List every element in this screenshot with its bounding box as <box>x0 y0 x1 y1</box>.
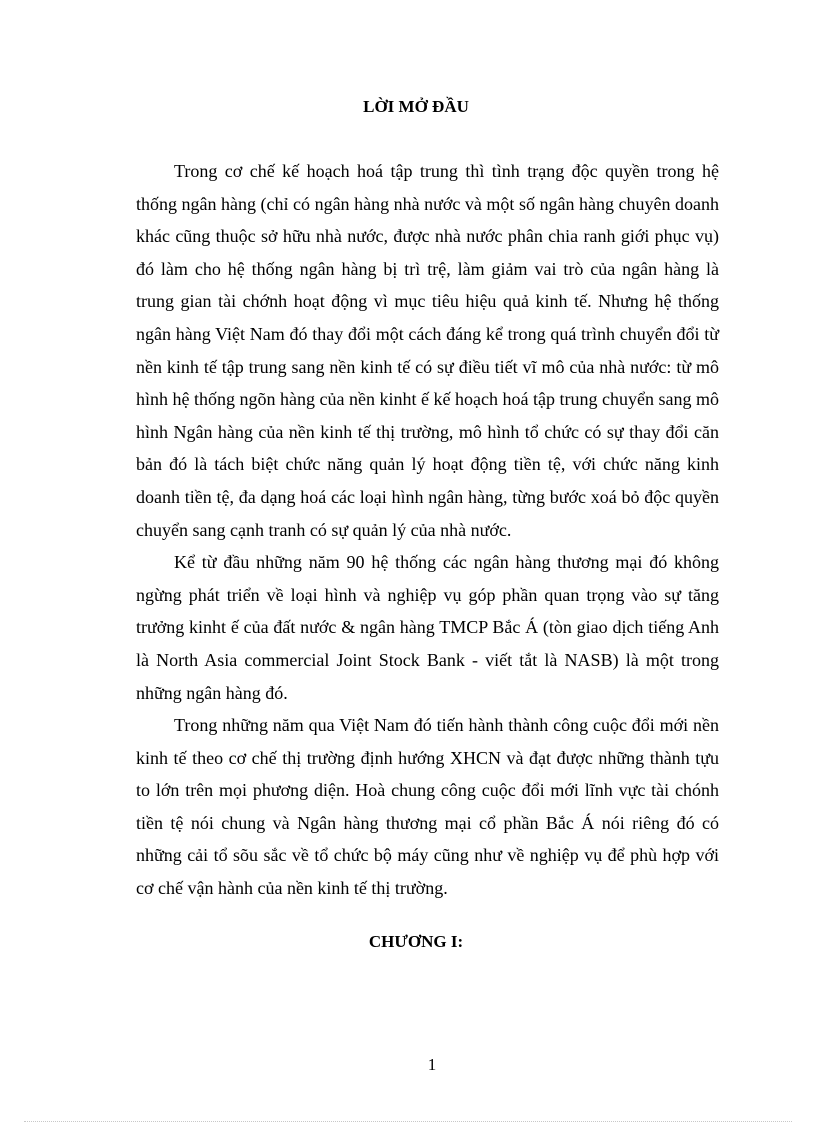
page-edge-divider <box>24 1121 792 1122</box>
paragraph-3: Trong những năm qua Việt Nam đó tiến hành thành công cuộc đổi mới nền kinh tế theo cơ chế thị trường định hướng XHCN và đạt được những thành tựu to lớn trên mọi phương diện. Hoà chung công cuộc đổi mới lĩnh vực tài chónh tiền tệ nói chung và Ngân hàng thương mại cổ phần Bắc Á nói riêng đó có những cải tổ sõu sắc về tổ chức bộ máy cũng như về nghiệp vụ để phù hợp với cơ chế vận hành của nền kinh tế thị trường. <box>136 715 719 899</box>
page-title: LỜI MỞ ĐẦU <box>363 97 469 116</box>
paragraph-1: Trong cơ chế kế hoạch hoá tập trung thì tình trạng độc quyền trong hệ thống ngân hàng (chỉ có ngân hàng nhà nước và một số ngân hàng chuyên doanh khác cũng thuộc sở hữu nhà nước, được nhà nước phân chia ranh giới phục vụ) đó làm cho hệ thống ngân hàng bị trì trệ, làm giảm vai trò của ngân hàng là trung gian tài chớnh hoạt động vì mục tiêu hiệu quả kinh tế. Nhưng hệ thống ngân hàng Việt Nam đó thay đổi một cách đáng kể trong quá trình chuyển đổi từ nền kinh tế tập trung sang nền kinh tế có sự điều tiết vĩ mô của nhà nước: từ mô hình hệ thống ngõn hàng của nền kinht ế kế hoạch hoá tập trung chuyển sang mô hình Ngân hàng của nền kinh tế thị trường, mô hình tổ chức có sự thay đổi căn bản đó là tách biệt chức năng quản lý hoạt động tiền tệ, với chức năng kinh doanh tiền tệ, đa dạng hoá các loại hình ngân hàng, từng bước xoá bỏ độc quyền chuyển sang cạnh tranh có sự quản lý của nhà nước. <box>136 161 719 540</box>
chapter-heading: CHƯƠNG I: <box>368 932 464 951</box>
body-text <box>136 155 719 905</box>
page-number: 1 <box>427 1055 437 1074</box>
paragraph-2: Kể từ đầu những năm 90 hệ thống các ngân hàng thương mại đó không ngừng phát triển về loại hình và nghiệp vụ góp phần quan trọng vào sự tăng trưởng kinht ế của đất nước & ngân hàng TMCP Bắc Á (tòn giao dịch tiếng Anh là North Asia commercial Joint Stock Bank - viết tắt là NASB) là một trong những ngân hàng đó. <box>136 552 719 703</box>
